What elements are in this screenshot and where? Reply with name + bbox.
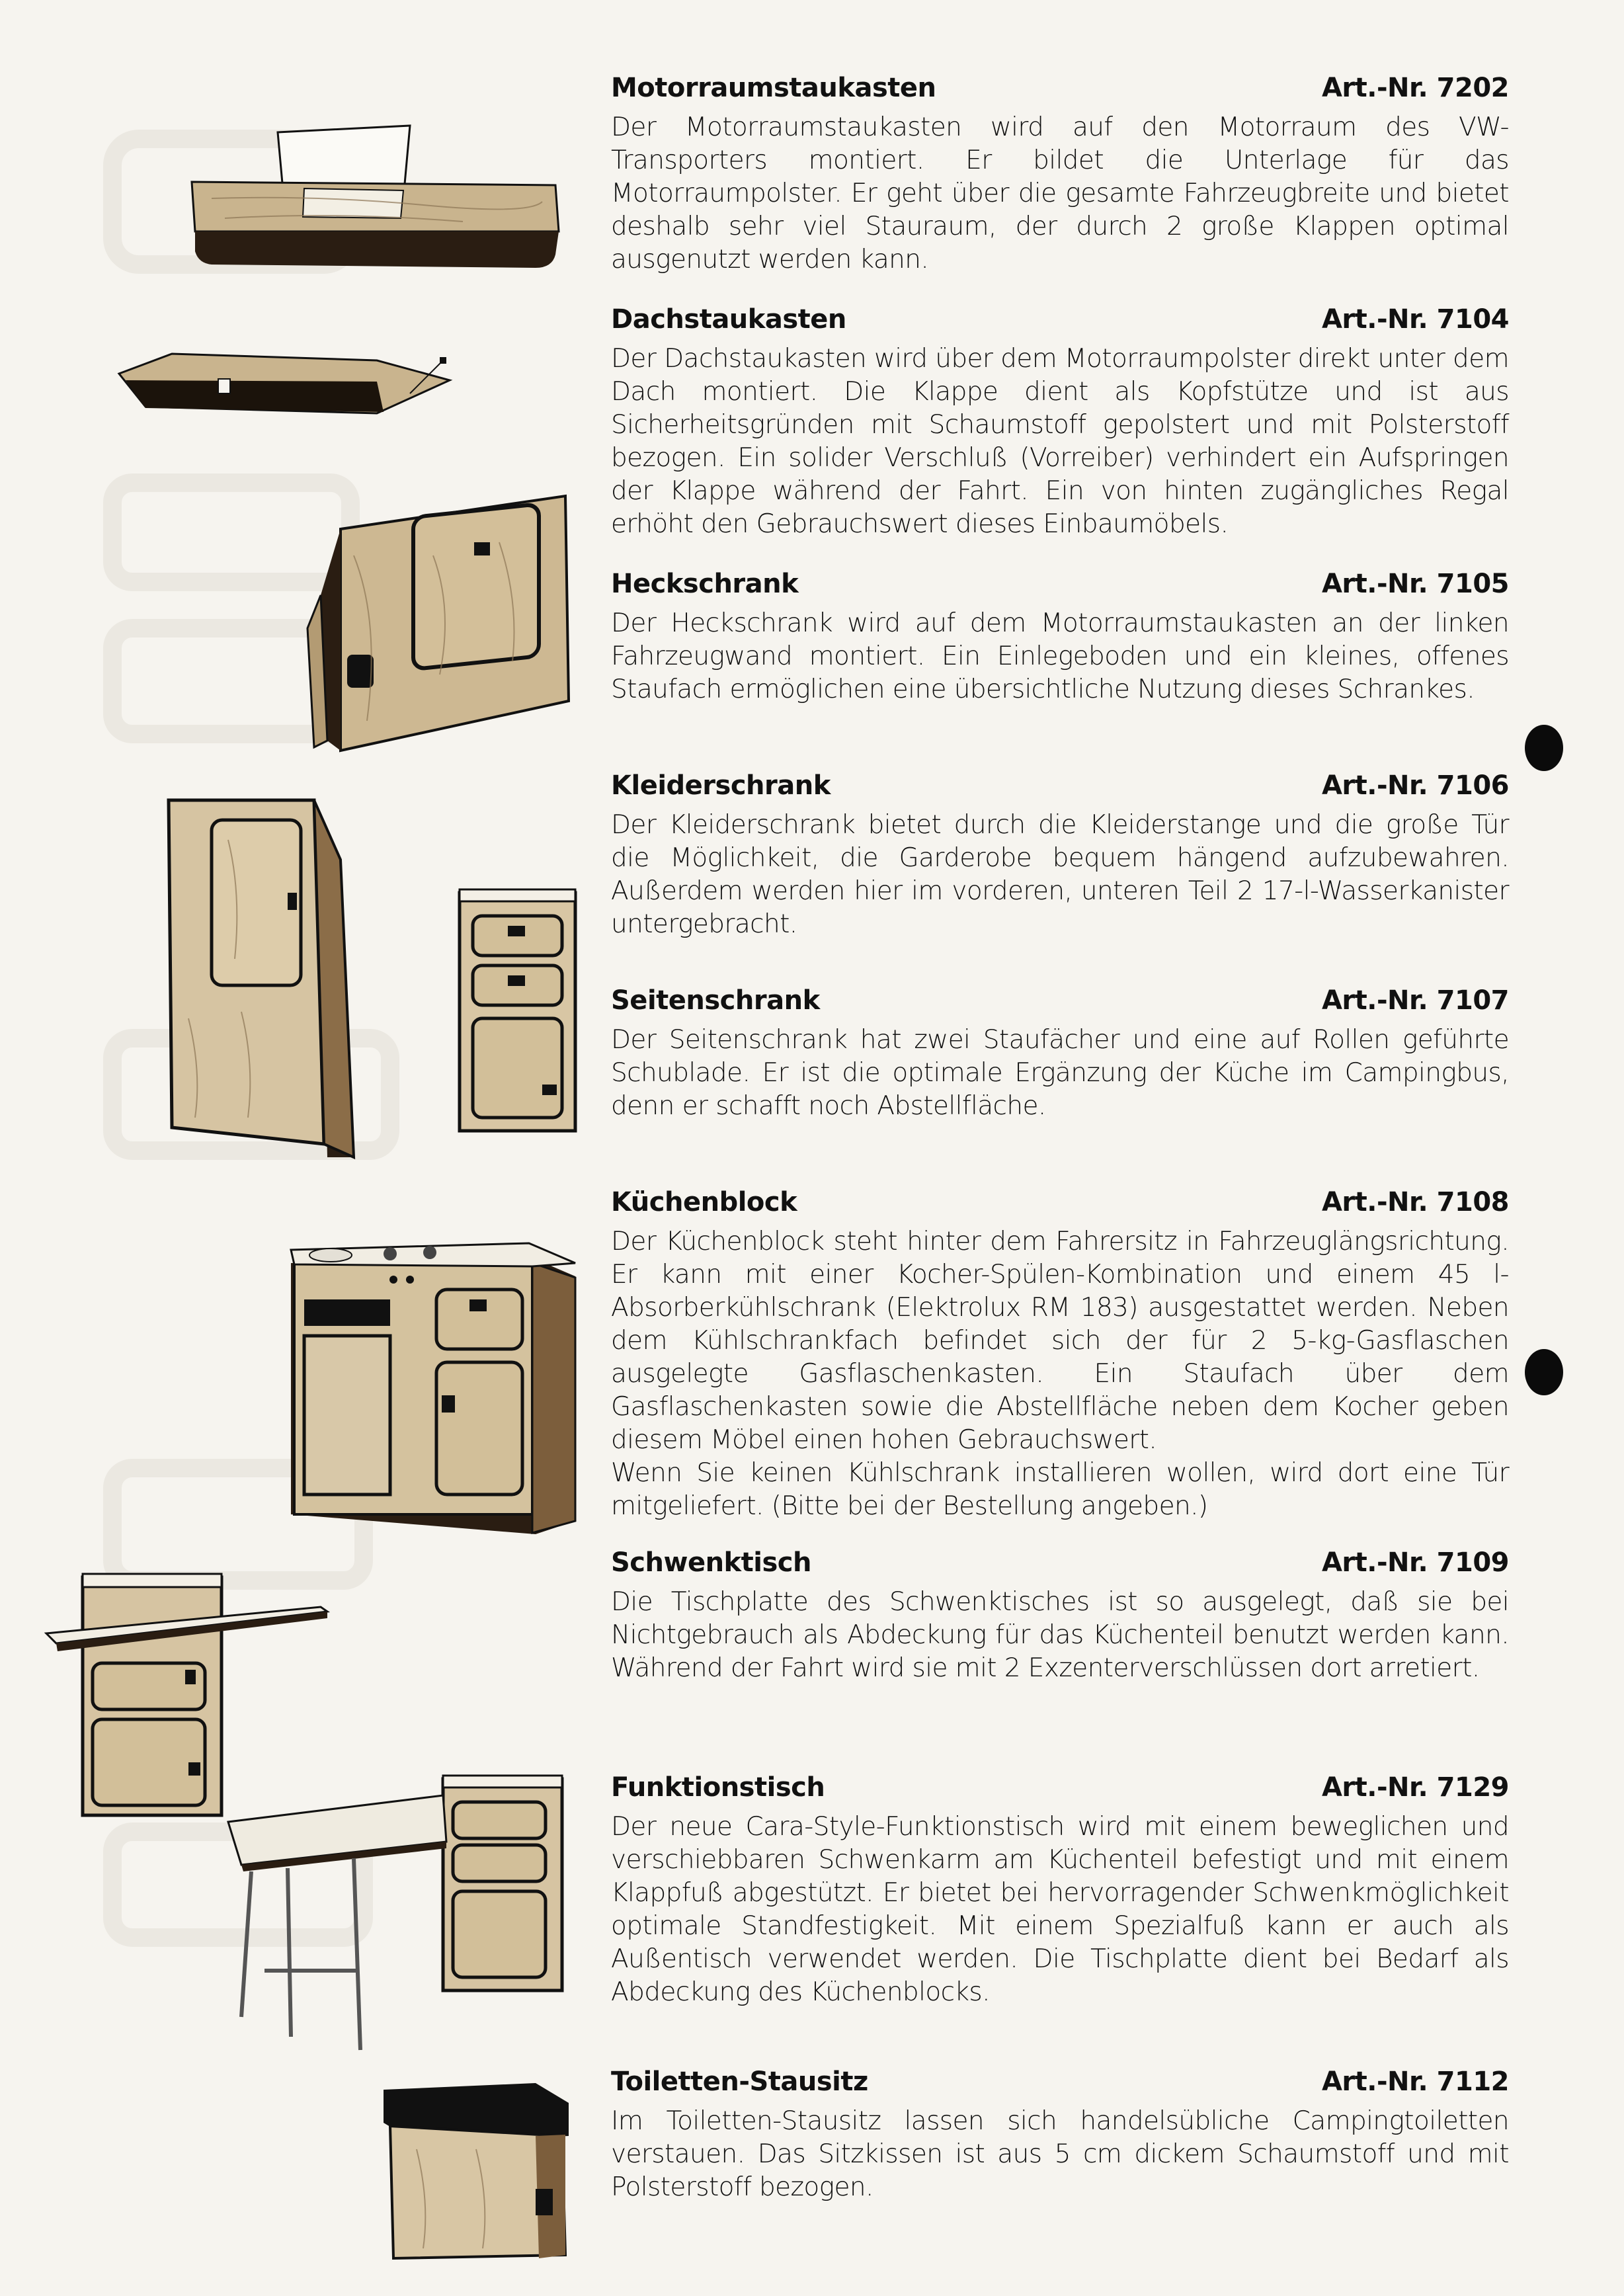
product-entry-7112 <box>611 2067 1509 2204</box>
product-title: Seitenschrank <box>611 985 820 1016</box>
product-description: Im Toiletten-Stausitz lassen sich handelsübliche Campingtoiletten verstauen. Das Sitzkissen ist aus 5 cm dickem Schaumstoff und mit Polsterstoff bezogen. <box>611 2106 1509 2202</box>
product-note: Wenn Sie keinen Kühlschrank installieren wollen, wird dort eine Tür mitgeliefert. (Bitte bei der Bestellung angeben.) <box>611 1458 1509 1521</box>
product-title: Toiletten-Stausitz <box>611 2067 868 2097</box>
product-title: Kleiderschrank <box>611 770 831 801</box>
article-number: Art.-Nr. 7106 <box>1321 770 1509 801</box>
rear-cabinet-illustration <box>301 489 579 754</box>
product-description: Der Küchenblock steht hinter dem Fahrersitz in Fahrzeuglängsrichtung. Er kann mit einer Kocher-Spülen-Kombination und einem 45 l-Absorberkühlschrank (Elektrolux RM 183) ausgestattet werden. Neben dem Kühlschrankfach befindet sich der für 2 5-kg-Gasflaschen ausgelegte Gasflaschenkasten. Ein Staufach über dem Gasflaschenkasten sowie die Abstellfläche neben dem Kocher geben diesem Möbel einen hohen Gebrauchswert. <box>611 1227 1509 1455</box>
product-entry-7106 <box>611 770 1509 941</box>
article-number: Art.-Nr. 7129 <box>1321 1772 1509 1803</box>
article-number: Art.-Nr. 7105 <box>1321 569 1509 599</box>
side-cabinet-illustration <box>456 886 582 1137</box>
product-title: Heckschrank <box>611 569 799 599</box>
product-entry-7107 <box>611 985 1509 1123</box>
product-description: Der Seitenschrank hat zwei Staufächer und eine auf Rollen geführte Schublade. Er ist die optimale Ergänzung der Küche im Campingbus, denn er schafft noch Abstellfläche. <box>611 1025 1509 1121</box>
product-entry-7109 <box>611 1547 1509 1685</box>
product-title: Küchenblock <box>611 1187 797 1217</box>
product-title: Dachstaukasten <box>611 304 846 335</box>
product-entry-7105 <box>611 569 1509 706</box>
wardrobe-illustration <box>162 787 367 1164</box>
function-table-illustration <box>225 1772 575 2057</box>
product-description: Der Dachstaukasten wird über dem Motorraumpolster direkt unter dem Dach montiert. Die Klappe dient als Kopfstütze und ist aus Sicherheitsgründen mit Schaumstoff gepolstert und mit Polsterstoff bezogen. Ein solider Verschluß (Vorreiber) verhindert ein Aufspringen der Klappe während der Fahrt. Ein von hinten zugängliches Regal erhöht den Gebrauchswert dieses Einbaumöbels. <box>611 344 1509 539</box>
product-description: Der Motorraumstaukasten wird auf den Motorraum des VW-Transporters montiert. Er bildet die Unterlage für das Motorraumpolster. Er geht über die gesamte Fahrzeugbreite und bietet deshalb sehr viel Stauraum, der durch 2 große Klappen optimal ausgenutzt werden kann. <box>611 112 1509 274</box>
product-title: Funktionstisch <box>611 1772 825 1803</box>
product-description: Der neue Cara-Style-Funktionstisch wird mit einem beweglichen und verschiebbaren Schwenkarm am Küchenteil befestigt und mit einem Klappfuß abgestützt. Er bietet bei hervorragender Schwenkmöglichkeit optimale Standfestigkeit. Mit einem Spezialfuß kann er auch als Außentisch verwendet werden. Die Tischplatte dient bei Bedarf als Abdeckung des Küchenblocks. <box>611 1812 1509 2007</box>
toilet-storage-seat-illustration <box>377 2076 575 2268</box>
article-number: Art.-Nr. 7104 <box>1321 304 1509 335</box>
roof-storage-box-illustration <box>99 334 469 433</box>
punch-hole-bottom <box>1525 1349 1563 1395</box>
article-number: Art.-Nr. 7112 <box>1321 2067 1509 2097</box>
kitchen-block-illustration <box>284 1237 582 1541</box>
product-description: Der Heckschrank wird auf dem Motorraumstaukasten an der linken Fahrzeugwand montiert. Ein Einlegeboden und ein kleines, offenes Staufach ermöglichen eine übersichtliche Nutzung dieses Schrankes. <box>611 608 1509 704</box>
article-number: Art.-Nr. 7109 <box>1321 1547 1509 1578</box>
product-description: Der Kleiderschrank bietet durch die Kleiderstange und die große Tür die Möglichkeit, die Garderobe bequem hängend aufzubewahren. Außerdem werden hier im vorderen, unteren Teil 2 17-l-Wasserkanister untergebracht. <box>611 810 1509 939</box>
article-number: Art.-Nr. 7202 <box>1321 73 1509 103</box>
product-title: Motorraumstaukasten <box>611 73 936 103</box>
product-title: Schwenktisch <box>611 1547 811 1578</box>
engine-storage-box-illustration <box>185 119 569 278</box>
product-entry-7202 <box>611 73 1509 276</box>
article-number: Art.-Nr. 7108 <box>1321 1187 1509 1217</box>
product-entry-7129 <box>611 1772 1509 2009</box>
article-number: Art.-Nr. 7107 <box>1321 985 1509 1016</box>
product-entry-7104 <box>611 304 1509 541</box>
product-entry-7108 <box>611 1187 1509 1523</box>
product-description: Die Tischplatte des Schwenktisches ist so ausgelegt, daß sie bei Nichtgebrauch als Abdeckung für das Küchenteil benutzt werden kann. Während der Fahrt wird sie mit 2 Exzenterverschlüssen dort arretiert. <box>611 1587 1509 1683</box>
punch-hole-top <box>1525 725 1563 771</box>
